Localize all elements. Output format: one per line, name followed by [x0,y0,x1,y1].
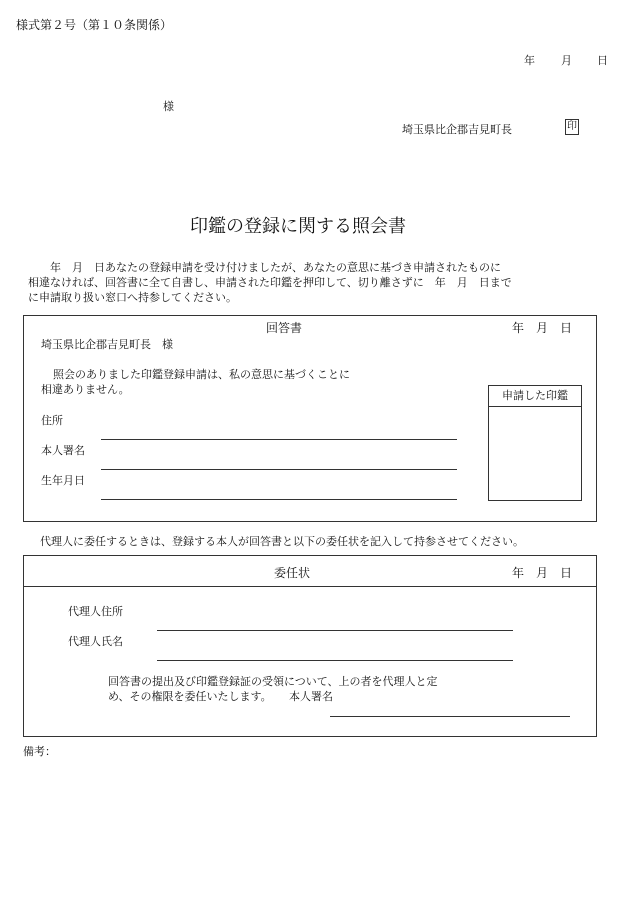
delegation-signature-field[interactable] [330,716,570,717]
signature-label: 本人署名 [41,444,85,457]
agent-address-label: 代理人住所 [68,605,123,618]
delegation-header-divider [24,586,596,587]
issuer-name: 埼玉県比企郡吉見町長 [402,123,512,136]
reply-date: 年 月 日 [512,321,573,335]
proxy-note: 代理人に委任するときは、登録する本人が回答書と以下の委任状を記入して持参させてください。 [40,535,524,548]
date-year-label: 年 [524,54,535,67]
reply-statement-line-1: 照会のありました印鑑登録申請は、私の意思に基づくことに [53,368,350,381]
seal-stamp-box-label: 申請した印鑑 [489,386,581,407]
signature-field[interactable] [101,469,457,470]
agent-name-label: 代理人氏名 [68,635,123,648]
seal-mark: 印 [565,119,579,135]
reply-form-box [23,315,597,522]
address-label: 住所 [41,414,63,427]
delegation-date: 年 月 日 [512,566,573,580]
birthdate-field[interactable] [101,499,457,500]
delegation-form-box [23,555,597,737]
delegation-heading: 委任状 [274,566,311,580]
agent-address-field[interactable] [157,630,513,631]
date-day-label: 日 [597,54,608,67]
reply-heading: 回答書 [266,321,303,335]
address-field[interactable] [101,439,457,440]
date-month-label: 月 [561,54,572,67]
birthdate-label: 生年月日 [41,474,85,487]
remarks-label: 備考： [23,745,56,758]
form-number: 様式第２号（第１０条関係） [16,18,173,32]
agent-name-field[interactable] [157,660,513,661]
reply-statement-line-2: 相違ありません。 [41,383,130,396]
delegation-statement-line-1: 回答書の提出及び印鑑登録証の受領について、上の者を代理人と定 [108,675,438,688]
addressee-suffix: 様 [163,100,174,113]
intro-line-1: 年 月 日あなたの登録申請を受け付けましたが、あなたの意思に基づき申請されたものに [28,261,501,274]
delegation-statement-line-2: め、その権限を委任いたします。 [108,690,272,703]
intro-line-2: 相違なければ、回答書に全て自書し、申請された印鑑を押印して、切り離さずに 年 月 日まで [28,276,512,289]
delegation-signature-label: 本人署名 [289,690,333,703]
reply-addressee: 埼玉県比企郡吉見町長 様 [41,338,173,351]
page-title: 印鑑の登録に関する照会書 [190,216,406,237]
seal-stamp-box[interactable] [488,385,582,501]
intro-line-3: に申請取り扱い窓口へ持参してください。 [28,291,237,304]
